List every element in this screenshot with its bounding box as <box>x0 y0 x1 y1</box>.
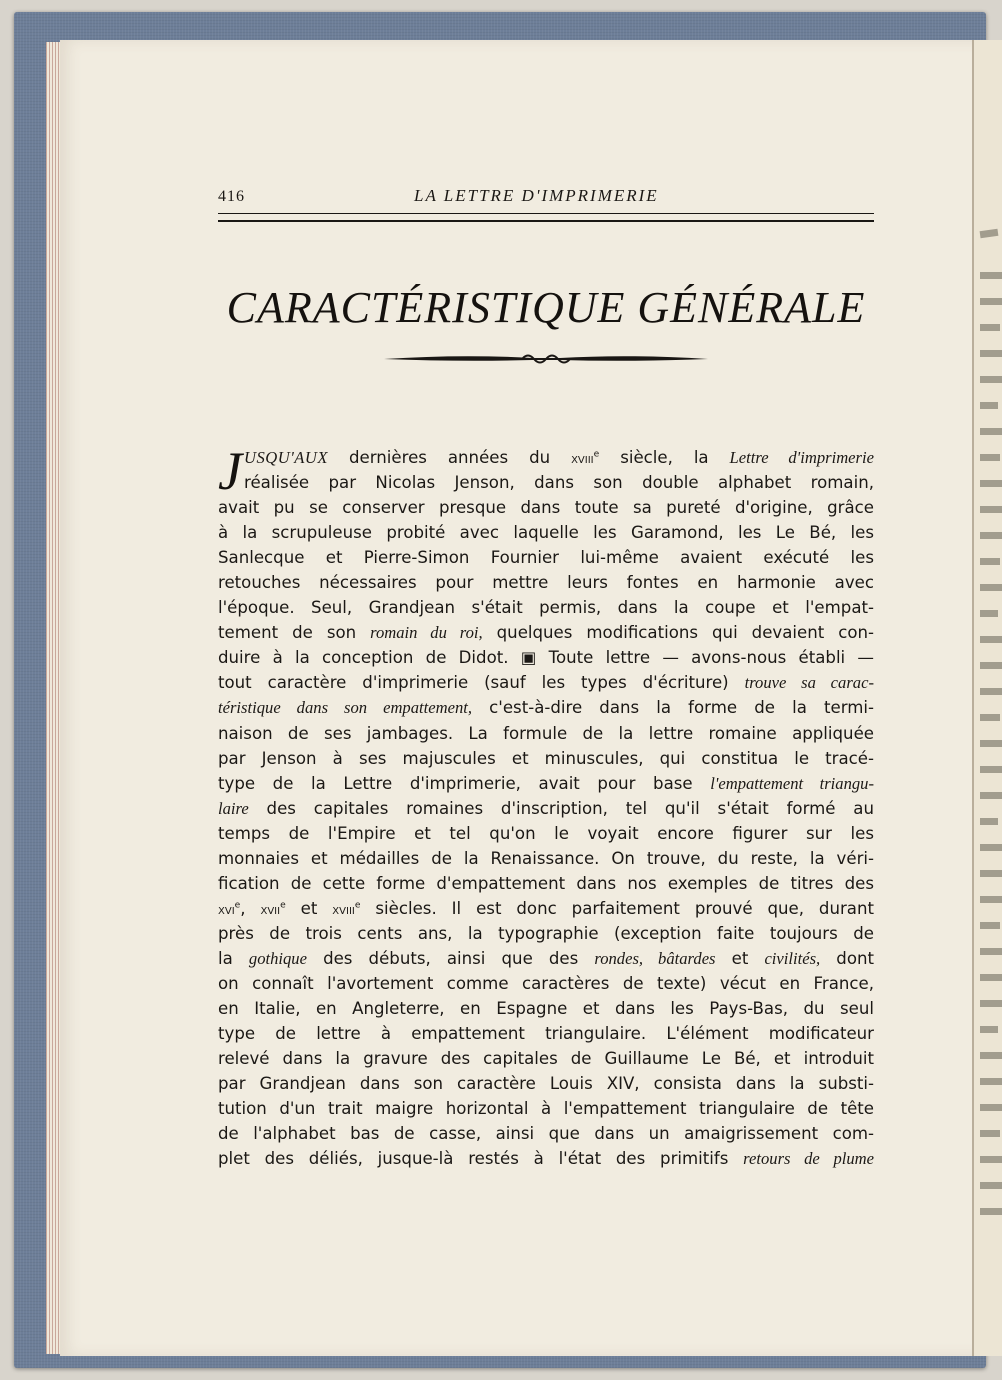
drop-cap: J <box>218 441 242 501</box>
text-line <box>218 520 874 545</box>
text-line <box>218 470 874 495</box>
text-line <box>218 1071 874 1096</box>
text-run: dont <box>820 948 875 968</box>
text-line <box>218 545 874 570</box>
text-run: près de trois cents ans, la typographie (exception faite toujours de <box>218 923 874 943</box>
text-run: retouches nécessaires pour mettre leurs fontes en harmonie avec <box>218 573 874 593</box>
text-run: xvi <box>218 901 235 918</box>
text-run: quelques modifications qui devaient con- <box>482 623 874 643</box>
text-run: on connaît l'avortement comme caractères de texte) vécut en France, <box>218 973 874 993</box>
text-line <box>218 896 874 921</box>
text-line <box>218 1021 874 1046</box>
text-line <box>218 695 874 720</box>
running-head-title: LA LETTRE D'IMPRIMERIE <box>414 186 659 205</box>
text-line <box>218 670 874 695</box>
text-run: avait pu se conserver presque dans toute sa pureté d'origine, grâce <box>218 498 874 518</box>
text-run: type de lettre à empattement triangulaire. L'élément modificateur <box>218 1024 874 1044</box>
text-run: l'époque. Seul, Grandjean s'était permis, dans la coupe et l'empat- <box>218 598 874 618</box>
text-run: par Jenson à ses majuscules et minuscules, qui constitua le tracé- <box>218 748 874 768</box>
text-line <box>218 871 874 896</box>
text-run: xviii <box>332 901 355 918</box>
text-line <box>218 1046 874 1071</box>
text-run: c'est-à-dire dans la forme de la termi- <box>472 698 874 718</box>
text-line <box>218 495 874 520</box>
text-line <box>218 570 874 595</box>
text-line <box>218 746 874 771</box>
text-line <box>218 445 874 470</box>
header-double-rule <box>218 213 874 222</box>
text-run: et <box>285 898 333 918</box>
text-run: la <box>218 948 249 968</box>
text-run: naison de ses jambages. La formule de la lettre romaine appliquée <box>218 723 874 743</box>
text-line <box>218 846 874 871</box>
text-run: plet des déliés, jusque-là restés à l'état des primitifs <box>218 1149 744 1169</box>
text-run: Lettre d'imprimerie <box>729 448 874 467</box>
text-run: trouve sa carac- <box>744 673 874 693</box>
ornament-divider <box>382 350 710 368</box>
chapter-title: CARACTÉRISTIQUE GÉNÉRALE <box>226 283 866 332</box>
text-run: gothique <box>248 948 307 968</box>
text-run: l'empattement triangu- <box>710 773 875 793</box>
body-paragraph <box>218 441 875 1171</box>
text-run: xviii <box>571 451 594 467</box>
text-line <box>218 595 874 620</box>
text-run: type de la Lettre d'imprimerie, avait pour base <box>218 773 711 793</box>
text-run: laire <box>218 798 249 818</box>
text-run: civilités, <box>764 948 821 968</box>
text-line <box>218 620 874 645</box>
text-line <box>218 971 874 996</box>
text-run: en Italie, en Angleterre, en Espagne et dans les Pays-Bas, du seul <box>218 999 874 1019</box>
text-run: temps de l'Empire et tel qu'on le voyait encore figurer sur les <box>218 823 874 843</box>
text-run: fication de cette forme d'empattement dans nos exemples de titres des <box>218 873 874 893</box>
text-run: téristique dans son empattement, <box>218 698 473 718</box>
text-run: siècles. Il est donc parfaitement prouvé que, durant <box>360 898 874 918</box>
text-run: des capitales romaines d'inscription, tel qu'il s'était formé au <box>248 798 874 818</box>
text-run: dernières années du <box>328 448 572 467</box>
text-run: e <box>234 900 241 911</box>
text-run: réalisée par Nicolas Jenson, dans son double alphabet romain, <box>244 473 874 493</box>
text-run: USQU'AUX <box>244 448 329 467</box>
text-line <box>218 771 874 796</box>
text-line <box>218 821 874 846</box>
text-run: de l'alphabet bas de casse, ainsi que dans un amaigrissement com- <box>218 1124 874 1144</box>
text-run: siècle, la <box>599 448 730 467</box>
text-line <box>218 1121 874 1146</box>
text-line <box>218 996 874 1021</box>
running-head <box>218 186 874 210</box>
text-run: e <box>280 900 286 911</box>
text-run: à la scrupuleuse probité avec laquelle les Garamond, les Le Bé, les <box>218 523 874 543</box>
text-run: par Grandjean dans son caractère Louis XIV, consista dans la substi- <box>218 1074 874 1094</box>
text-run: retours de plume <box>743 1149 874 1169</box>
text-run: tement de son <box>218 623 371 643</box>
text-run: monnaies et médailles de la Renaissance. On trouve, du reste, la véri- <box>218 848 874 868</box>
text-run: xvii <box>260 901 281 918</box>
text-run: des débuts, ainsi que des <box>306 948 595 968</box>
text-line <box>218 645 874 670</box>
text-line <box>218 946 874 971</box>
text-run: romain du roi, <box>370 623 483 643</box>
text-run: tout caractère d'imprimerie (sauf les types d'écriture) <box>218 673 745 693</box>
page-number: 416 <box>218 188 245 205</box>
text-run: e <box>354 900 361 911</box>
text-run: duire à la conception de Didot. ▣ Toute lettre — avons-nous établi — <box>218 648 874 668</box>
text-run: tution d'un trait maigre horizontal à l'empattement triangulaire de tête <box>218 1099 874 1119</box>
adjacent-page-edge <box>972 40 1002 1356</box>
text-line <box>218 921 874 946</box>
text-run: e <box>593 449 600 460</box>
text-line <box>218 1096 874 1121</box>
text-line <box>218 721 874 746</box>
text-line <box>218 1146 874 1171</box>
text-run: et <box>715 948 765 968</box>
text-run: rondes, bâtardes <box>594 948 716 968</box>
text-line <box>218 796 874 821</box>
text-run: Sanlecque et Pierre-Simon Fournier lui-même avaient exécuté les <box>218 548 874 568</box>
text-run: relevé dans la gravure des capitales de Guillaume Le Bé, et introduit <box>218 1049 874 1069</box>
text-run: , <box>240 898 261 918</box>
